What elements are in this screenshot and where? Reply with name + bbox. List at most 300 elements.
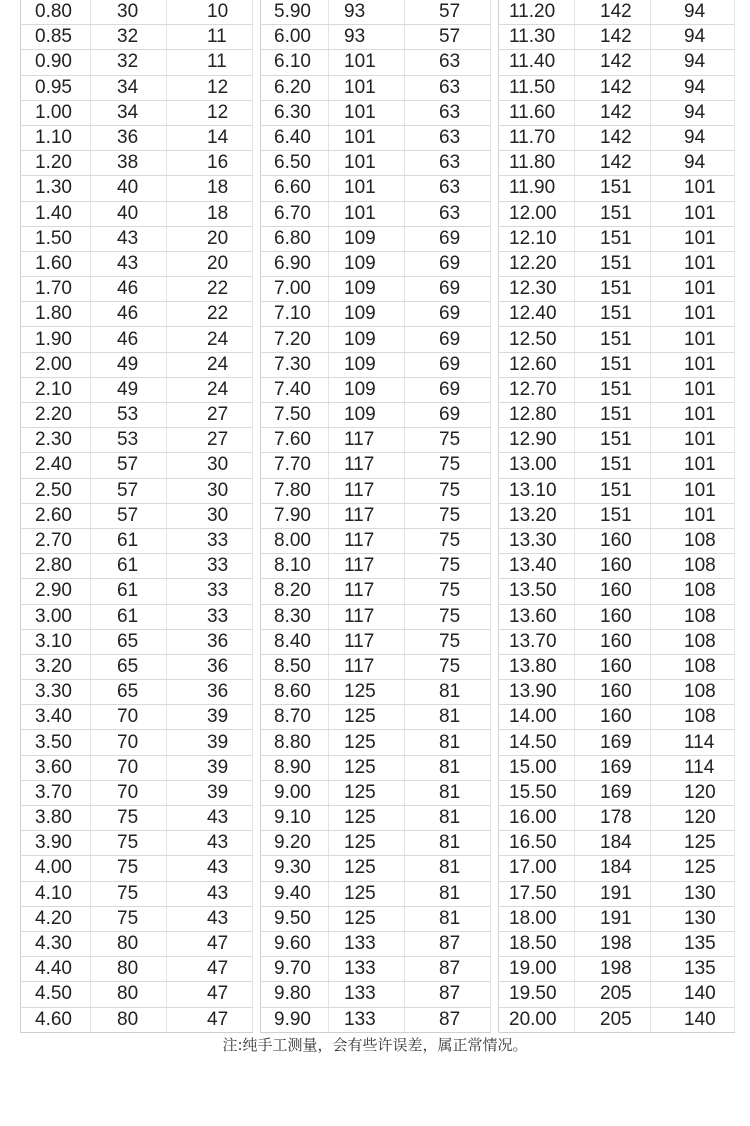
table-row <box>261 428 491 453</box>
table-row <box>21 0 253 25</box>
measure-b-cell: 140 <box>651 1007 735 1032</box>
measure-b-cell: 63 <box>405 50 491 75</box>
size-cell: 7.00 <box>261 277 329 302</box>
table-row <box>21 982 253 1007</box>
size-cell: 7.20 <box>261 327 329 352</box>
measure-b-cell: 130 <box>651 881 735 906</box>
size-cell: 9.10 <box>261 806 329 831</box>
table-row <box>499 453 735 478</box>
measure-a-cell: 93 <box>329 25 405 50</box>
table-row <box>261 125 491 150</box>
table-row <box>261 352 491 377</box>
size-cell: 14.00 <box>499 705 575 730</box>
table-row <box>21 554 253 579</box>
size-cell: 4.30 <box>21 931 91 956</box>
measure-a-cell: 70 <box>91 755 167 780</box>
size-cell: 11.50 <box>499 75 575 100</box>
measure-b-cell: 63 <box>405 125 491 150</box>
measure-a-cell: 101 <box>329 125 405 150</box>
size-cell: 1.90 <box>21 327 91 352</box>
table-row <box>499 0 735 25</box>
measure-b-cell: 108 <box>651 604 735 629</box>
measure-b-cell: 101 <box>651 251 735 276</box>
size-cell: 4.20 <box>21 906 91 931</box>
table-row <box>21 755 253 780</box>
measure-b-cell: 125 <box>651 831 735 856</box>
size-cell: 2.70 <box>21 528 91 553</box>
measure-a-cell: 109 <box>329 327 405 352</box>
size-cell: 9.90 <box>261 1007 329 1032</box>
measure-b-cell: 101 <box>651 478 735 503</box>
size-cell: 15.50 <box>499 780 575 805</box>
size-cell: 13.90 <box>499 680 575 705</box>
measure-a-cell: 125 <box>329 755 405 780</box>
table-row <box>499 1007 735 1032</box>
table-row <box>499 251 735 276</box>
table-row <box>21 453 253 478</box>
measure-b-cell: 101 <box>651 327 735 352</box>
table-row <box>261 881 491 906</box>
size-cell: 12.70 <box>499 377 575 402</box>
size-cell: 0.80 <box>21 0 91 25</box>
measure-b-cell: 75 <box>405 579 491 604</box>
measure-b-cell: 33 <box>167 604 253 629</box>
measure-b-cell: 108 <box>651 680 735 705</box>
table-row <box>499 403 735 428</box>
measure-b-cell: 63 <box>405 176 491 201</box>
measure-a-cell: 70 <box>91 705 167 730</box>
table-row <box>499 982 735 1007</box>
measure-b-cell: 81 <box>405 881 491 906</box>
table-row <box>21 151 253 176</box>
measure-b-cell: 33 <box>167 579 253 604</box>
measure-b-cell: 11 <box>167 25 253 50</box>
size-cell: 6.90 <box>261 251 329 276</box>
measurement-tables <box>20 0 734 1030</box>
measure-a-cell: 80 <box>91 931 167 956</box>
measure-b-cell: 69 <box>405 377 491 402</box>
measure-a-cell: 184 <box>575 831 651 856</box>
table-row <box>21 931 253 956</box>
size-cell: 6.60 <box>261 176 329 201</box>
table-row <box>261 151 491 176</box>
measure-b-cell: 101 <box>651 302 735 327</box>
size-cell: 5.90 <box>261 0 329 25</box>
measure-b-cell: 87 <box>405 931 491 956</box>
size-cell: 6.50 <box>261 151 329 176</box>
measure-b-cell: 101 <box>651 403 735 428</box>
size-cell: 9.30 <box>261 856 329 881</box>
measure-a-cell: 151 <box>575 377 651 402</box>
measure-a-cell: 160 <box>575 654 651 679</box>
measure-a-cell: 57 <box>91 453 167 478</box>
measure-a-cell: 117 <box>329 629 405 654</box>
size-cell: 8.60 <box>261 680 329 705</box>
measure-b-cell: 39 <box>167 780 253 805</box>
measure-b-cell: 69 <box>405 403 491 428</box>
table-row <box>499 856 735 881</box>
size-cell: 8.10 <box>261 554 329 579</box>
size-cell: 2.90 <box>21 579 91 604</box>
measure-b-cell: 47 <box>167 1007 253 1032</box>
measure-b-cell: 81 <box>405 856 491 881</box>
table-row <box>21 503 253 528</box>
measure-b-cell: 30 <box>167 478 253 503</box>
measure-a-cell: 46 <box>91 277 167 302</box>
measure-a-cell: 34 <box>91 75 167 100</box>
table-row <box>21 201 253 226</box>
size-cell: 12.90 <box>499 428 575 453</box>
measure-b-cell: 120 <box>651 780 735 805</box>
measure-a-cell: 205 <box>575 982 651 1007</box>
measure-a-cell: 117 <box>329 528 405 553</box>
size-cell: 19.50 <box>499 982 575 1007</box>
measure-b-cell: 24 <box>167 327 253 352</box>
size-cell: 2.50 <box>21 478 91 503</box>
measure-b-cell: 94 <box>651 25 735 50</box>
size-cell: 11.20 <box>499 0 575 25</box>
measure-b-cell: 27 <box>167 403 253 428</box>
size-cell: 3.20 <box>21 654 91 679</box>
size-cell: 4.00 <box>21 856 91 881</box>
table-row <box>261 201 491 226</box>
table-row <box>21 906 253 931</box>
table-row <box>21 277 253 302</box>
measure-a-cell: 53 <box>91 428 167 453</box>
table-row <box>261 302 491 327</box>
measure-b-cell: 69 <box>405 251 491 276</box>
measure-b-cell: 57 <box>405 0 491 25</box>
measure-a-cell: 65 <box>91 629 167 654</box>
size-cell: 6.70 <box>261 201 329 226</box>
size-cell: 3.30 <box>21 680 91 705</box>
measure-a-cell: 109 <box>329 251 405 276</box>
table-row <box>261 251 491 276</box>
measure-a-cell: 151 <box>575 403 651 428</box>
measure-b-cell: 63 <box>405 151 491 176</box>
table-row <box>261 0 491 25</box>
table-row <box>21 302 253 327</box>
table-row <box>261 176 491 201</box>
measure-b-cell: 39 <box>167 705 253 730</box>
measure-b-cell: 94 <box>651 0 735 25</box>
table-row <box>499 755 735 780</box>
measure-b-cell: 20 <box>167 251 253 276</box>
size-cell: 2.80 <box>21 554 91 579</box>
measure-a-cell: 109 <box>329 403 405 428</box>
measure-b-cell: 39 <box>167 755 253 780</box>
measure-a-cell: 80 <box>91 1007 167 1032</box>
measure-b-cell: 36 <box>167 654 253 679</box>
table-row <box>261 528 491 553</box>
size-table-1 <box>20 0 253 1033</box>
measure-a-cell: 169 <box>575 730 651 755</box>
measure-a-cell: 160 <box>575 554 651 579</box>
size-cell: 12.20 <box>499 251 575 276</box>
measure-b-cell: 16 <box>167 151 253 176</box>
measure-a-cell: 125 <box>329 881 405 906</box>
size-table-1-body <box>21 0 253 1032</box>
size-cell: 1.00 <box>21 100 91 125</box>
measure-a-cell: 125 <box>329 705 405 730</box>
measure-a-cell: 109 <box>329 352 405 377</box>
measure-a-cell: 65 <box>91 680 167 705</box>
size-cell: 2.10 <box>21 377 91 402</box>
table-row <box>261 654 491 679</box>
table-row <box>261 377 491 402</box>
size-cell: 2.40 <box>21 453 91 478</box>
measure-a-cell: 151 <box>575 176 651 201</box>
measure-a-cell: 117 <box>329 503 405 528</box>
measure-b-cell: 69 <box>405 352 491 377</box>
footer-note: 注:纯手工测量，会有些许误差，属正常情况。 <box>222 1036 528 1054</box>
size-cell: 19.00 <box>499 957 575 982</box>
measure-a-cell: 46 <box>91 302 167 327</box>
table-row <box>499 100 735 125</box>
measure-b-cell: 69 <box>405 277 491 302</box>
size-cell: 0.90 <box>21 50 91 75</box>
table-row <box>499 680 735 705</box>
size-cell: 3.50 <box>21 730 91 755</box>
measure-b-cell: 75 <box>405 554 491 579</box>
size-cell: 13.50 <box>499 579 575 604</box>
measure-a-cell: 117 <box>329 428 405 453</box>
size-cell: 9.50 <box>261 906 329 931</box>
size-table-3-body <box>499 0 735 1032</box>
table-row <box>499 554 735 579</box>
measure-a-cell: 43 <box>91 251 167 276</box>
table-row <box>499 125 735 150</box>
table-row <box>21 327 253 352</box>
measure-b-cell: 75 <box>405 654 491 679</box>
size-cell: 0.95 <box>21 75 91 100</box>
size-cell: 7.40 <box>261 377 329 402</box>
measure-a-cell: 75 <box>91 881 167 906</box>
measure-a-cell: 117 <box>329 478 405 503</box>
size-cell: 4.60 <box>21 1007 91 1032</box>
measure-a-cell: 49 <box>91 352 167 377</box>
measure-a-cell: 30 <box>91 0 167 25</box>
size-table-2-body <box>261 0 491 1032</box>
table-row <box>499 705 735 730</box>
measure-b-cell: 20 <box>167 226 253 251</box>
table-row <box>261 50 491 75</box>
measure-b-cell: 108 <box>651 579 735 604</box>
measure-b-cell: 108 <box>651 554 735 579</box>
size-cell: 13.00 <box>499 453 575 478</box>
measure-a-cell: 109 <box>329 302 405 327</box>
table-row <box>499 831 735 856</box>
measure-a-cell: 133 <box>329 931 405 956</box>
table-row <box>499 428 735 453</box>
measure-a-cell: 142 <box>575 0 651 25</box>
table-row <box>261 403 491 428</box>
size-cell: 12.40 <box>499 302 575 327</box>
size-cell: 1.50 <box>21 226 91 251</box>
measure-a-cell: 75 <box>91 906 167 931</box>
measure-a-cell: 151 <box>575 251 651 276</box>
measure-a-cell: 61 <box>91 528 167 553</box>
measure-b-cell: 14 <box>167 125 253 150</box>
table-row <box>261 730 491 755</box>
measure-b-cell: 47 <box>167 931 253 956</box>
size-cell: 13.30 <box>499 528 575 553</box>
measure-b-cell: 120 <box>651 806 735 831</box>
measure-b-cell: 114 <box>651 755 735 780</box>
table-row <box>21 100 253 125</box>
table-row <box>21 629 253 654</box>
measure-b-cell: 101 <box>651 277 735 302</box>
measure-b-cell: 30 <box>167 453 253 478</box>
size-cell: 2.60 <box>21 503 91 528</box>
size-cell: 0.85 <box>21 25 91 50</box>
measure-a-cell: 80 <box>91 982 167 1007</box>
measure-b-cell: 101 <box>651 503 735 528</box>
measure-a-cell: 109 <box>329 277 405 302</box>
size-cell: 1.70 <box>21 277 91 302</box>
size-cell: 11.70 <box>499 125 575 150</box>
table-row <box>21 579 253 604</box>
table-row <box>261 604 491 629</box>
measure-b-cell: 43 <box>167 881 253 906</box>
measure-a-cell: 117 <box>329 604 405 629</box>
measure-b-cell: 43 <box>167 906 253 931</box>
measure-a-cell: 169 <box>575 755 651 780</box>
table-row <box>499 302 735 327</box>
measure-a-cell: 101 <box>329 75 405 100</box>
measure-a-cell: 160 <box>575 705 651 730</box>
measure-a-cell: 32 <box>91 50 167 75</box>
table-row <box>499 957 735 982</box>
size-cell: 18.50 <box>499 931 575 956</box>
table-row <box>21 176 253 201</box>
size-cell: 3.70 <box>21 780 91 805</box>
size-cell: 3.10 <box>21 629 91 654</box>
size-cell: 6.10 <box>261 50 329 75</box>
measure-b-cell: 43 <box>167 831 253 856</box>
measure-b-cell: 81 <box>405 680 491 705</box>
measure-a-cell: 101 <box>329 176 405 201</box>
measure-a-cell: 65 <box>91 654 167 679</box>
size-cell: 1.30 <box>21 176 91 201</box>
measure-b-cell: 101 <box>651 176 735 201</box>
measure-b-cell: 101 <box>651 352 735 377</box>
size-cell: 8.20 <box>261 579 329 604</box>
table-row <box>21 780 253 805</box>
table-row <box>499 277 735 302</box>
measure-a-cell: 32 <box>91 25 167 50</box>
measure-b-cell: 10 <box>167 0 253 25</box>
measure-a-cell: 43 <box>91 226 167 251</box>
size-cell: 13.80 <box>499 654 575 679</box>
measure-b-cell: 81 <box>405 806 491 831</box>
size-cell: 3.80 <box>21 806 91 831</box>
size-cell: 13.60 <box>499 604 575 629</box>
size-cell: 6.40 <box>261 125 329 150</box>
table-row <box>21 881 253 906</box>
size-cell: 11.60 <box>499 100 575 125</box>
measure-b-cell: 69 <box>405 327 491 352</box>
size-cell: 1.40 <box>21 201 91 226</box>
table-row <box>499 352 735 377</box>
size-cell: 16.00 <box>499 806 575 831</box>
measure-b-cell: 75 <box>405 453 491 478</box>
measure-a-cell: 151 <box>575 503 651 528</box>
size-cell: 13.40 <box>499 554 575 579</box>
size-cell: 11.40 <box>499 50 575 75</box>
measure-b-cell: 135 <box>651 957 735 982</box>
measure-a-cell: 57 <box>91 478 167 503</box>
table-row <box>21 528 253 553</box>
measure-b-cell: 87 <box>405 1007 491 1032</box>
measure-b-cell: 47 <box>167 957 253 982</box>
size-cell: 12.10 <box>499 226 575 251</box>
table-row <box>261 1007 491 1032</box>
measure-b-cell: 94 <box>651 75 735 100</box>
measure-a-cell: 101 <box>329 151 405 176</box>
measure-b-cell: 140 <box>651 982 735 1007</box>
size-cell: 3.90 <box>21 831 91 856</box>
measure-a-cell: 40 <box>91 176 167 201</box>
table-row <box>499 25 735 50</box>
measure-a-cell: 125 <box>329 856 405 881</box>
measure-b-cell: 63 <box>405 201 491 226</box>
measure-b-cell: 69 <box>405 302 491 327</box>
measure-a-cell: 160 <box>575 528 651 553</box>
table-row <box>261 806 491 831</box>
table-row <box>261 680 491 705</box>
measure-a-cell: 160 <box>575 604 651 629</box>
size-cell: 9.80 <box>261 982 329 1007</box>
measure-a-cell: 125 <box>329 831 405 856</box>
measure-b-cell: 108 <box>651 654 735 679</box>
size-table-3 <box>498 0 735 1033</box>
size-cell: 9.00 <box>261 780 329 805</box>
size-cell: 12.30 <box>499 277 575 302</box>
measure-b-cell: 101 <box>651 201 735 226</box>
table-row <box>499 226 735 251</box>
measure-b-cell: 125 <box>651 856 735 881</box>
measure-b-cell: 75 <box>405 503 491 528</box>
table-row <box>261 478 491 503</box>
measure-a-cell: 61 <box>91 604 167 629</box>
size-cell: 6.00 <box>261 25 329 50</box>
measure-b-cell: 33 <box>167 528 253 553</box>
table-row <box>21 352 253 377</box>
size-cell: 8.40 <box>261 629 329 654</box>
measure-b-cell: 108 <box>651 629 735 654</box>
size-cell: 8.30 <box>261 604 329 629</box>
table-row <box>21 125 253 150</box>
measure-a-cell: 142 <box>575 50 651 75</box>
measure-b-cell: 81 <box>405 755 491 780</box>
measure-a-cell: 101 <box>329 100 405 125</box>
size-cell: 6.80 <box>261 226 329 251</box>
size-cell: 2.20 <box>21 403 91 428</box>
measure-b-cell: 75 <box>405 604 491 629</box>
table-row <box>261 982 491 1007</box>
table-row <box>499 604 735 629</box>
measure-a-cell: 101 <box>329 201 405 226</box>
table-row <box>499 881 735 906</box>
measure-a-cell: 151 <box>575 302 651 327</box>
measure-b-cell: 101 <box>651 453 735 478</box>
measure-b-cell: 47 <box>167 982 253 1007</box>
size-cell: 1.20 <box>21 151 91 176</box>
measure-b-cell: 94 <box>651 151 735 176</box>
size-cell: 6.20 <box>261 75 329 100</box>
table-row <box>499 327 735 352</box>
